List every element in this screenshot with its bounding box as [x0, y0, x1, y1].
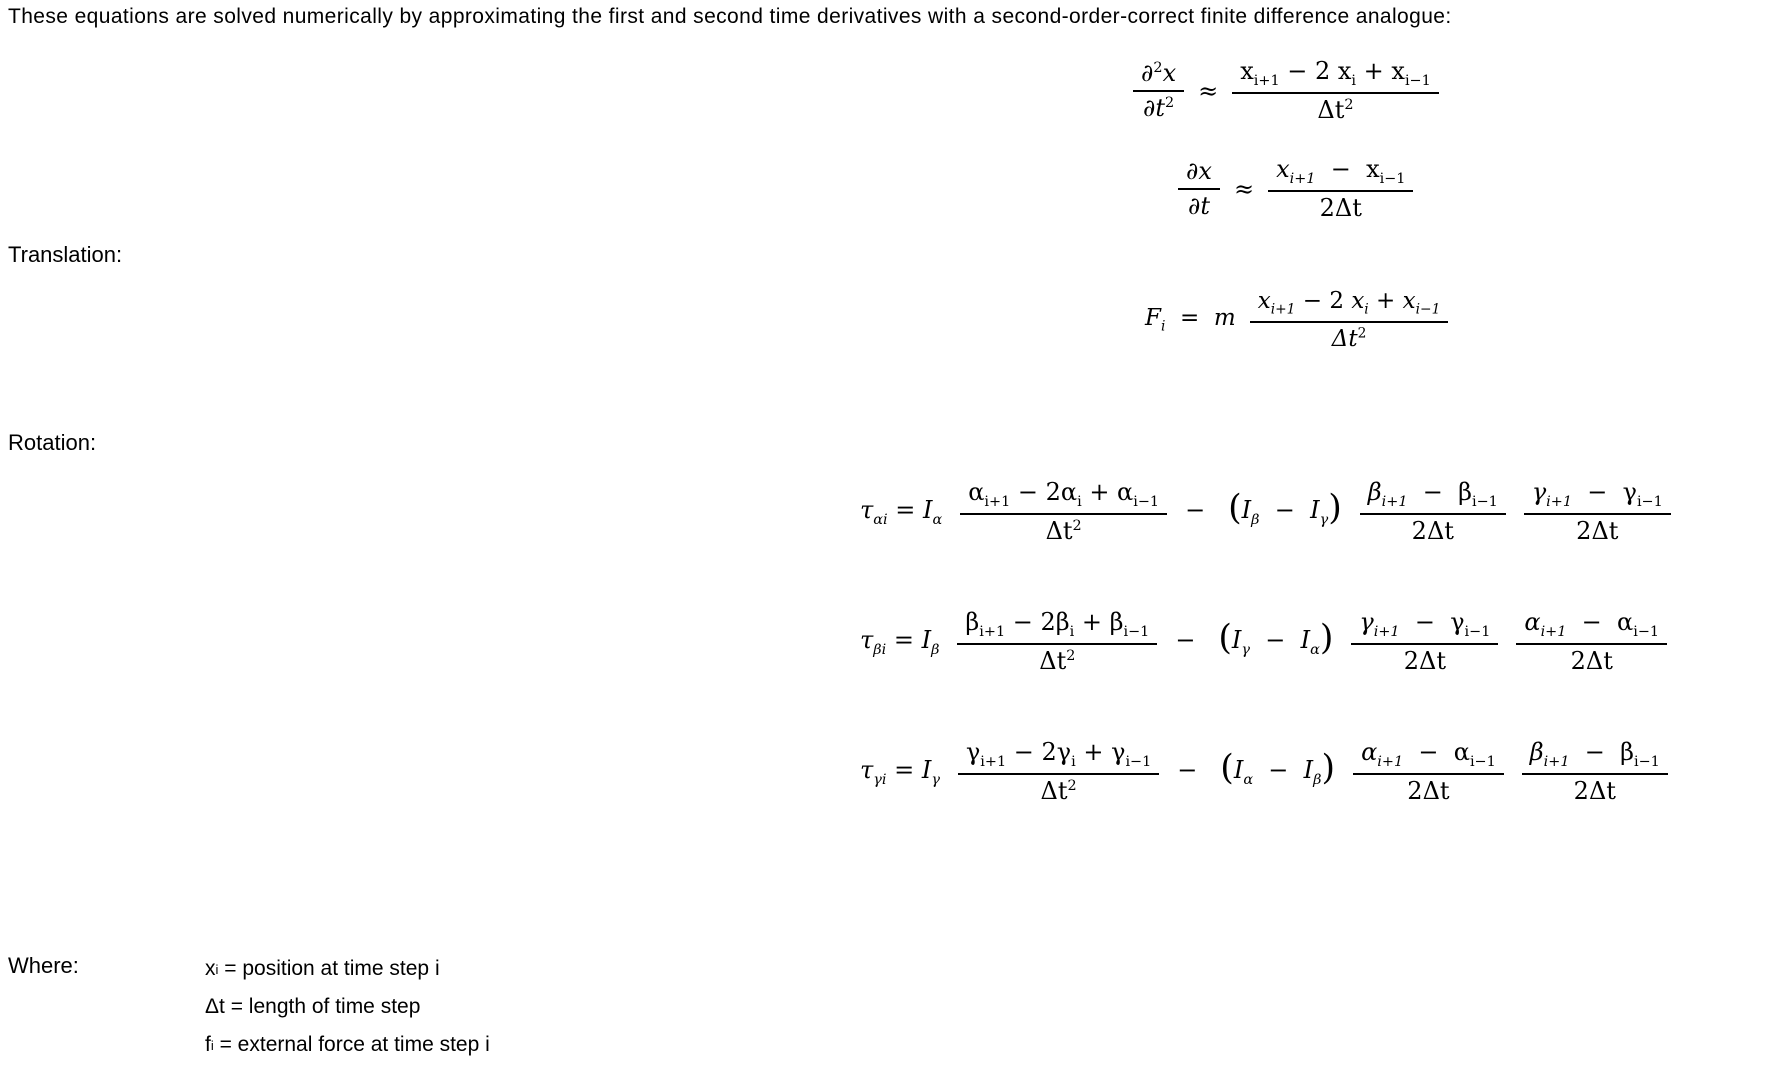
fraction-denominator: 2Δt — [1573, 777, 1616, 806]
first-difference-fraction — [1353, 738, 1504, 806]
fraction-denominator: $\Delta t^2$ — [1331, 325, 1367, 353]
fraction-numerator: $x_{i+1} - 2$ $x_i + x_{i-1}$ — [1250, 287, 1449, 323]
second-difference-fraction — [957, 608, 1157, 676]
fraction-denominator: $\Delta t^2$ — [1039, 647, 1076, 676]
inertia-difference-group: − $(I_\gamma - I_\alpha)$ — [1175, 618, 1334, 659]
fraction-denominator: 2Δt — [1576, 517, 1619, 546]
lhs-fraction — [1178, 157, 1220, 221]
second-difference-fraction — [960, 478, 1167, 546]
lhs-fraction — [1133, 59, 1184, 123]
rhs-fraction — [1250, 287, 1449, 353]
rhs-fraction — [1232, 57, 1439, 125]
rotation-lhs: $\tau_{\beta i} = I_\beta$ — [860, 626, 940, 658]
inertia-difference-group: − $(I_\alpha - I_\beta)$ — [1177, 748, 1336, 789]
fraction-denominator: 2Δt — [1407, 777, 1450, 806]
fraction-numerator: ∂$^2$x — [1133, 59, 1184, 93]
fraction-denominator: $\Delta t^2$ — [1040, 777, 1077, 806]
fraction-numerator: $\beta_{i+1} - \beta_{i-1}$ — [1522, 738, 1668, 775]
intro-paragraph: These equations are solved numerically by approximating the first and second time derivatives with a second-order-correct finite difference analogue: — [8, 5, 1452, 28]
equation-rotation-beta — [860, 608, 1667, 676]
approx-symbol: ≈ — [1198, 76, 1219, 105]
fraction-numerator: $\alpha_{i+1} - 2\alpha_i + \alpha_{i-1}$ — [960, 478, 1167, 515]
fraction-denominator: $\Delta t^2$ — [1317, 96, 1354, 125]
equation-translation — [1145, 287, 1448, 353]
where-label: Where: — [8, 953, 79, 978]
second-difference-fraction — [958, 738, 1159, 806]
fraction-numerator: ∂x — [1178, 157, 1220, 191]
fraction-numerator: $x_{i+1} - 2$ $x_i + x_{i-1}$ — [1232, 57, 1439, 94]
where-line-timestep: Δt = length of time step — [205, 995, 421, 1018]
approx-symbol: ≈ — [1233, 174, 1255, 203]
equation-first-derivative — [1178, 155, 1413, 223]
first-difference-fraction — [1524, 478, 1671, 546]
fraction-numerator: $\alpha_{i+1} - \alpha_{i-1}$ — [1516, 608, 1667, 645]
fraction-denominator: 2Δt — [1319, 194, 1362, 223]
rotation-lhs: $\tau_{\alpha i} = I_\alpha$ — [860, 496, 943, 528]
first-difference-fraction — [1522, 738, 1668, 806]
equation-rotation-gamma — [860, 738, 1668, 806]
fraction-numerator: $x_{i+1} - x_{i-1}$ — [1268, 155, 1413, 192]
equation-rotation-alpha — [860, 478, 1671, 546]
rotation-lhs: $\tau_{\gamma i} = I_\gamma$ — [860, 756, 940, 788]
where-line-position: x i = position at time step i — [205, 957, 440, 980]
fraction-numerator: $\alpha_{i+1} - \alpha_{i-1}$ — [1353, 738, 1504, 775]
translation-label: Translation: — [8, 242, 123, 267]
translation-lhs: $F_i = m$ — [1145, 305, 1236, 335]
fraction-denominator: ∂t — [1187, 192, 1210, 221]
where-definitions — [205, 950, 490, 1064]
fraction-denominator: 2Δt — [1570, 647, 1613, 676]
inertia-difference-group: − $(I_\beta - I_\gamma)$ — [1185, 488, 1342, 529]
where-line-force: f i = external force at time step i — [205, 1033, 490, 1056]
fraction-numerator: $\gamma_{i+1} - \gamma_{i-1}$ — [1524, 478, 1671, 515]
fraction-denominator: 2Δt — [1411, 517, 1454, 546]
rhs-fraction — [1268, 155, 1413, 223]
first-difference-fraction — [1360, 478, 1506, 546]
fraction-numerator: $\beta_{i+1} - \beta_{i-1}$ — [1360, 478, 1506, 515]
fraction-numerator: $\beta_{i+1} - 2\beta_i + \beta_{i-1}$ — [957, 608, 1157, 645]
fraction-numerator: $\gamma_{i+1} - \gamma_{i-1}$ — [1351, 608, 1498, 645]
fraction-denominator: $\partial t^2$ — [1142, 94, 1175, 123]
fraction-denominator: $\Delta t^2$ — [1045, 517, 1082, 546]
fraction-denominator: 2Δt — [1403, 647, 1446, 676]
fraction-numerator: $\gamma_{i+1} - 2\gamma_i + \gamma_{i-1}$ — [958, 738, 1159, 775]
rotation-label: Rotation: — [8, 430, 97, 455]
first-difference-fraction — [1516, 608, 1667, 676]
first-difference-fraction — [1351, 608, 1498, 676]
equation-second-derivative — [1133, 57, 1439, 125]
